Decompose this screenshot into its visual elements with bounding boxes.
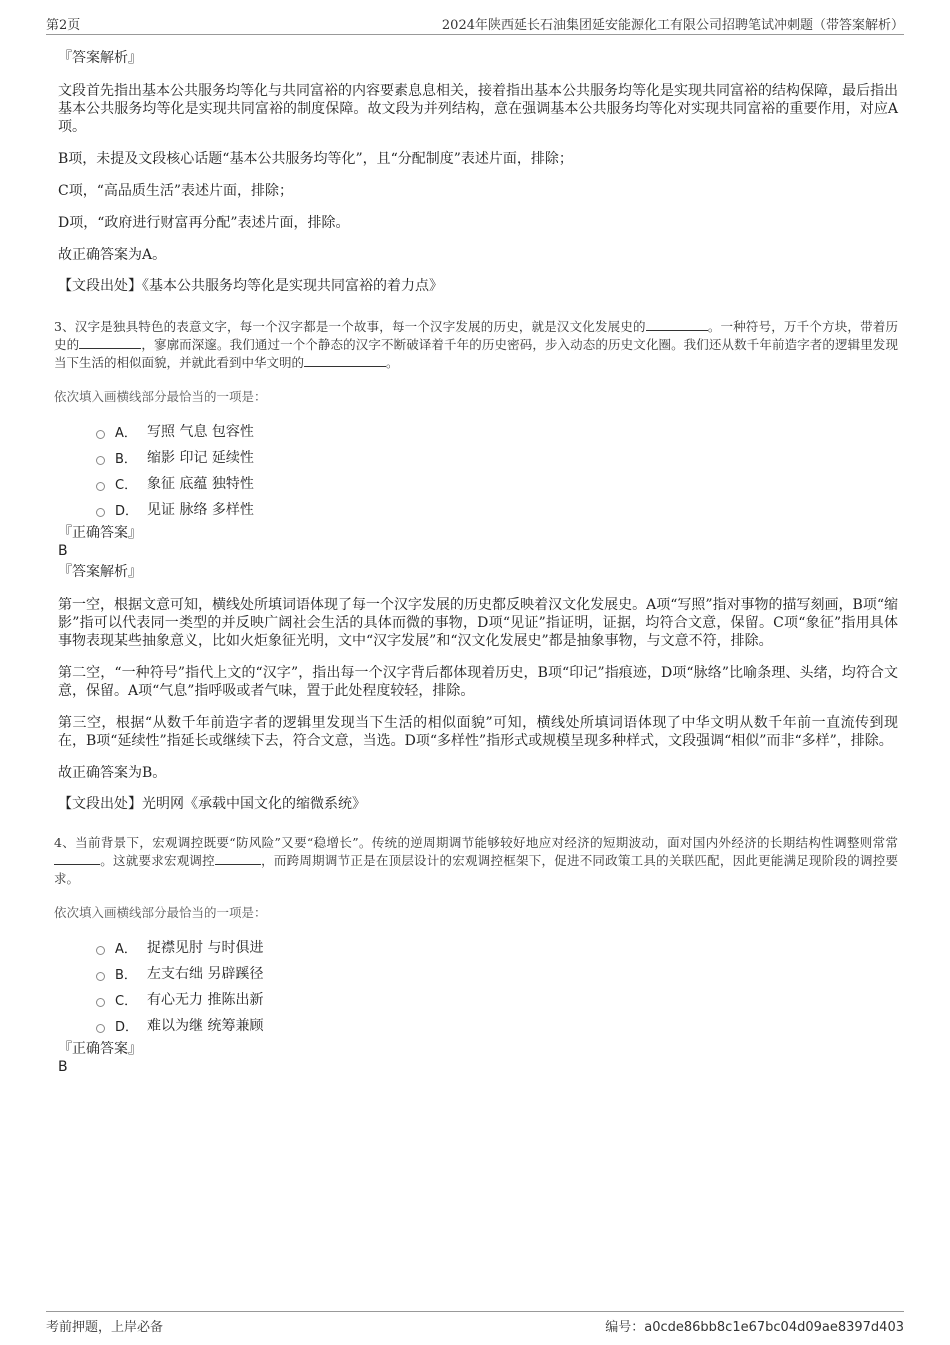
page-content bbox=[54, 44, 898, 1076]
question-text: 。 bbox=[386, 355, 399, 370]
analysis-paragraph: 第二空，“一种符号”指代上文的“汉字”，指出每一个汉字背后都体现着历史，B项“印记”指痕迹，D项“脉络”比喻条理、头绪，均符合文意，保留。A项“气息”指呼吸或者气味，置于此处程度较轻，排除。 bbox=[58, 665, 898, 699]
question-text: 。一种符号，万千个方块，带着历史的 bbox=[54, 319, 898, 352]
option-a[interactable]: A． 写照 气息 包容性 bbox=[96, 418, 898, 444]
radio-icon[interactable] bbox=[96, 482, 105, 491]
option-b[interactable]: B． 缩影 印记 延续性 bbox=[96, 444, 898, 470]
analysis-label: 『答案解析』 bbox=[58, 564, 142, 580]
question-text: 3、汉字是独具特色的表意文字，每一个汉字都是一个故事，每一个汉字发展的历史，就是汉文化发展史的 bbox=[54, 319, 646, 334]
analysis-paragraph: D项，“政府进行财富再分配”表述片面，排除。 bbox=[58, 215, 350, 231]
radio-icon[interactable] bbox=[96, 508, 105, 517]
option-d[interactable]: D． 见证 脉络 多样性 bbox=[96, 496, 898, 522]
footer-slogan: 考前押题，上岸必备 bbox=[46, 1320, 164, 1335]
page-footer bbox=[46, 1311, 904, 1335]
analysis-paragraph: 故正确答案为A。 bbox=[58, 247, 167, 263]
correct-answer-label: 『正确答案』 bbox=[58, 525, 142, 541]
analysis-paragraph: C项，“高品质生活”表述片面，排除； bbox=[58, 183, 294, 199]
question-3-stem bbox=[54, 318, 898, 372]
page-number: 第2页 bbox=[46, 18, 81, 33]
option-a[interactable]: A． 捉襟见肘 与时俱进 bbox=[96, 934, 898, 960]
options-list bbox=[96, 934, 898, 1038]
radio-icon[interactable] bbox=[96, 456, 105, 465]
radio-icon[interactable] bbox=[96, 946, 105, 955]
question-text: ，而跨周期调节正是在顶层设计的宏观调控框架下，促进不同政策工具的关联匹配，因此更能满足现阶段的调控要求。 bbox=[54, 853, 898, 886]
correct-answer-value: B bbox=[58, 543, 68, 559]
question-text: 4、当前背景下，宏观调控既要“防风险”又要“稳增长”。传统的逆周期调节能够较好地应对经济的短期波动，面对国内外经济的长期结构性调整则常常 bbox=[54, 835, 898, 850]
text-source: 【文段出处】《基本公共服务均等化是实现共同富裕的着力点》 bbox=[58, 278, 443, 294]
option-c[interactable]: C． 象征 底蕴 独特性 bbox=[96, 470, 898, 496]
question-prompt: 依次填入画横线部分最恰当的一项是： bbox=[54, 389, 267, 404]
option-d[interactable]: D． 难以为继 统筹兼顾 bbox=[96, 1012, 898, 1038]
options-list bbox=[96, 418, 898, 522]
question-text: 。这就要求宏观调控 bbox=[100, 853, 215, 868]
document-id: 编号：a0cde86bb8c1e67bc04d09ae8397d403 bbox=[605, 1320, 904, 1335]
document-title: 2024年陕西延长石油集团延安能源化工有限公司招聘笔试冲刺题（带答案解析） bbox=[441, 18, 904, 33]
option-c[interactable]: C． 有心无力 推陈出新 bbox=[96, 986, 898, 1012]
page-header bbox=[46, 14, 904, 35]
answer-blank bbox=[215, 852, 261, 865]
radio-icon[interactable] bbox=[96, 430, 105, 439]
radio-icon[interactable] bbox=[96, 998, 105, 1007]
answer-blank bbox=[646, 318, 708, 331]
radio-icon[interactable] bbox=[96, 972, 105, 981]
answer-blank bbox=[304, 354, 386, 367]
question-text: ，寥廓而深邃。我们通过一个个静态的汉字不断破译着千年的历史密码，步入动态的历史文化圈。我们还从数千年前造字者的逻辑里发现当下生活的相似面貌，并就此看到中华文明的 bbox=[54, 337, 898, 370]
analysis-paragraph: 第一空，根据文意可知，横线处所填词语体现了每一个汉字发展的历史都反映着汉文化发展史。A项“写照”指对事物的描写刻画，B项“缩影”指可以代表同一类型的并反映广阔社会生活的具体而微的事物，D项“见证”指证明，证据，均符合文意，保留。C项“象征”指用具体事物表现某些抽象意义，比如火炬象征光明，文中“汉字发展”和“汉文化发展史”都是抽象事物，与文意不符，排除。 bbox=[58, 597, 898, 649]
option-b[interactable]: B． 左支右绌 另辟蹊径 bbox=[96, 960, 898, 986]
correct-answer-label: 『正确答案』 bbox=[58, 1041, 142, 1057]
analysis-paragraph: 故正确答案为B。 bbox=[58, 765, 167, 781]
question-prompt: 依次填入画横线部分最恰当的一项是： bbox=[54, 905, 267, 920]
analysis-paragraph: 第三空，根据“从数千年前造字者的逻辑里发现当下生活的相似面貌”可知，横线处所填词语体现了中华文明从数千年前一直流传到现在，B项“延续性”指延长或继续下去，符合文意，当选。D项“多样性”指形式或规模呈现多种样式，文段强调“相似”而非“多样”，排除。 bbox=[58, 715, 898, 749]
correct-answer-value: B bbox=[58, 1059, 68, 1075]
analysis-paragraph: B项，未提及文段核心话题“基本公共服务均等化”，且“分配制度”表述片面，排除； bbox=[58, 151, 573, 167]
radio-icon[interactable] bbox=[96, 1024, 105, 1033]
answer-blank bbox=[54, 852, 100, 865]
answer-blank bbox=[79, 336, 141, 349]
question-4-stem bbox=[54, 834, 898, 888]
analysis-paragraph: 文段首先指出基本公共服务均等化与共同富裕的内容要素息息相关，接着指出基本公共服务均等化是实现共同富裕的结构保障，最后指出基本公共服务均等化是实现共同富裕的制度保障。故文段为并列结构，意在强调基本公共服务均等化对实现共同富裕的重要作用，对应A项。 bbox=[58, 83, 898, 135]
text-source: 【文段出处】光明网《承载中国文化的缩微系统》 bbox=[58, 796, 366, 812]
document-id-value: a0cde86bb8c1e67bc04d09ae8397d403 bbox=[644, 1320, 904, 1335]
analysis-label: 『答案解析』 bbox=[58, 50, 142, 66]
